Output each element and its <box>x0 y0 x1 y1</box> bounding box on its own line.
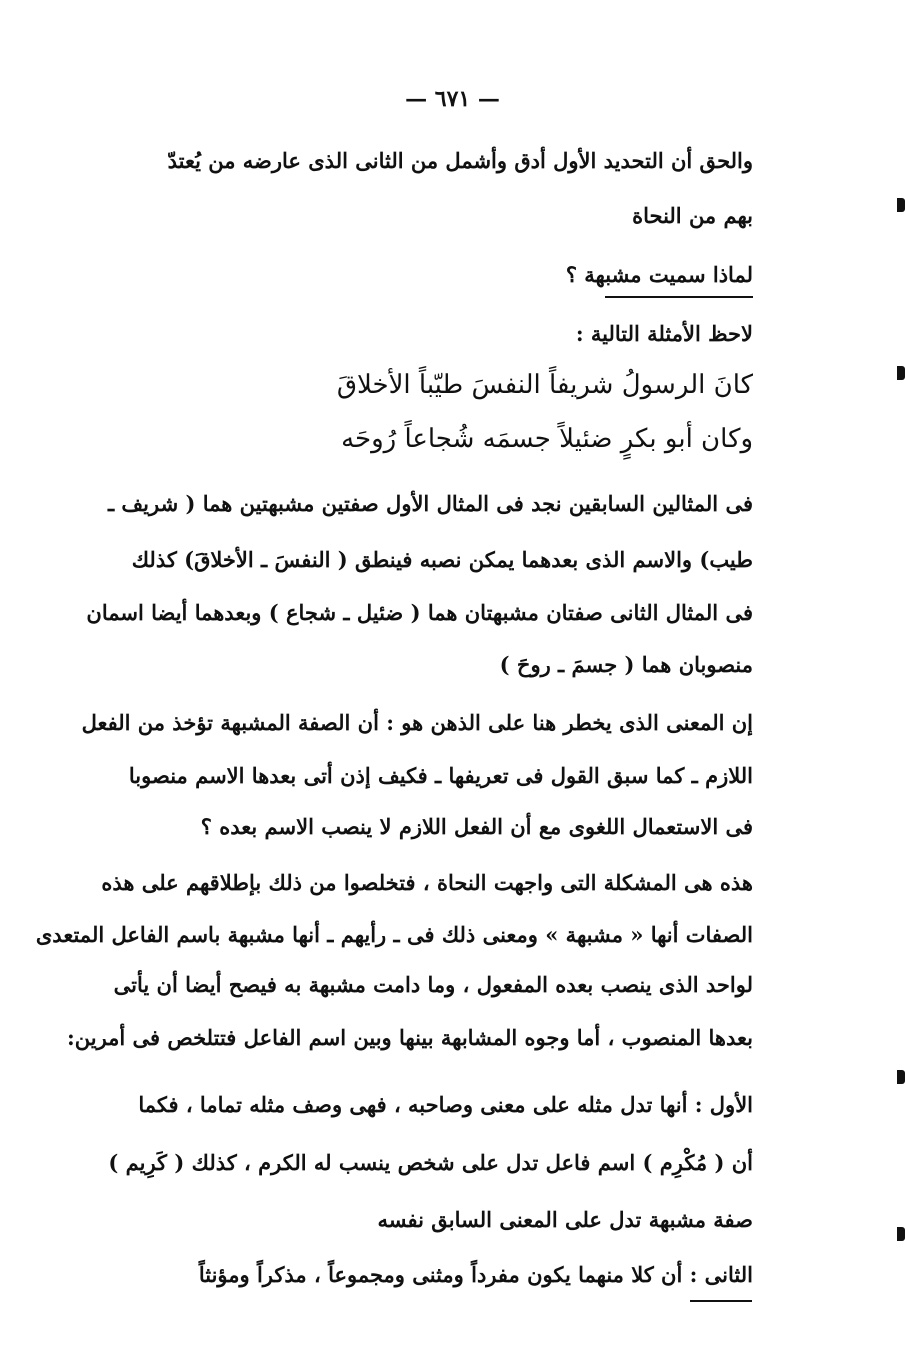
binding-mark <box>897 1070 905 1084</box>
paragraph-2-line-2: طيب) والاسم الذى بعدهما يمكن نصبه فينطق ( النفسَ ـ الأخلاقَ) كذلك <box>131 547 753 572</box>
item-underline <box>690 1300 752 1302</box>
example-line-1: كانَ الرسولُ شريفاً النفسَ طيّباً الأخلاقَ <box>336 370 753 400</box>
section-heading: لماذا سميت مشبهة ؟ <box>565 262 753 287</box>
paragraph-6-line-1: الثانى : أن كلا منهما يكون مفرداً ومثنى ومجموعاً ، مذكراً ومؤنثاً <box>198 1262 753 1287</box>
examples-intro: لاحظ الأمثلة التالية : <box>575 321 753 346</box>
paragraph-5-line-2: أن ( مُكْرِم ) اسم فاعل تدل على شخص ينسب له الكرم ، كذلك ( كَرِيم ) <box>108 1150 753 1175</box>
paragraph-2-line-1: فى المثالين السابقين نجد فى المثال الأول صفتين مشبهتين هما ( شريف ـ <box>107 491 753 516</box>
paragraph-1-line-1: والحق أن التحديد الأول أدق وأشمل من الثانى الذى عارضه من يُعتدّ <box>167 148 753 173</box>
paragraph-3-line-3: فى الاستعمال اللغوى مع أن الفعل اللازم لا ينصب الاسم بعده ؟ <box>200 814 753 839</box>
example-line-2: وكان أبو بكرٍ ضئيلاً جسمَه شُجاعاً رُوحَه <box>341 424 753 454</box>
paragraph-5-line-3: صفة مشبهة تدل على المعنى السابق نفسه <box>377 1207 753 1232</box>
paragraph-3-line-1: إن المعنى الذى يخطر هنا على الذهن هو : أن الصفة المشبهة تؤخذ من الفعل <box>81 710 753 735</box>
binding-mark <box>897 198 905 212</box>
binding-mark <box>897 366 905 380</box>
paragraph-3-line-2: اللازم ـ كما سبق القول فى تعريفها ـ فكيف إذن أتى بعدها الاسم منصوبا <box>128 763 753 788</box>
heading-underline <box>605 296 753 298</box>
paragraph-2-line-3: فى المثال الثانى صفتان مشبهتان هما ( ضئيل ـ شجاع ) وبعدهما أيضا اسمان <box>86 600 753 625</box>
paragraph-4-line-1: هذه هى المشكلة التى واجهت النحاة ، فتخلصوا من ذلك بإطلاقهم على هذه <box>101 870 753 895</box>
paragraph-2-line-4: منصوبان هما ( جسمَ ـ روحَ ) <box>499 652 753 677</box>
paragraph-4-line-2: الصفات أنها « مشبهة » ومعنى ذلك فى ـ رأيهم ـ أنها مشبهة باسم الفاعل المتعدى <box>35 922 753 947</box>
paragraph-5-line-1: الأول : أنها تدل مثله على معنى وصاحبه ، فهى وصف مثله تماما ، فكما <box>138 1092 753 1117</box>
paragraph-4-line-3: لواحد الذى ينصب بعده المفعول ، وما دامت مشبهة به فيصح أيضا أن يأتى <box>113 972 753 997</box>
paragraph-1-line-2: بهم من النحاة <box>632 203 753 228</box>
binding-mark <box>897 1227 905 1241</box>
paragraph-4-line-4: بعدها المنصوب ، أما وجوه المشابهة بينها وبين اسم الفاعل فتتلخص فى أمرين: <box>66 1025 753 1050</box>
page-number: — ٦٧١ — <box>405 86 500 112</box>
